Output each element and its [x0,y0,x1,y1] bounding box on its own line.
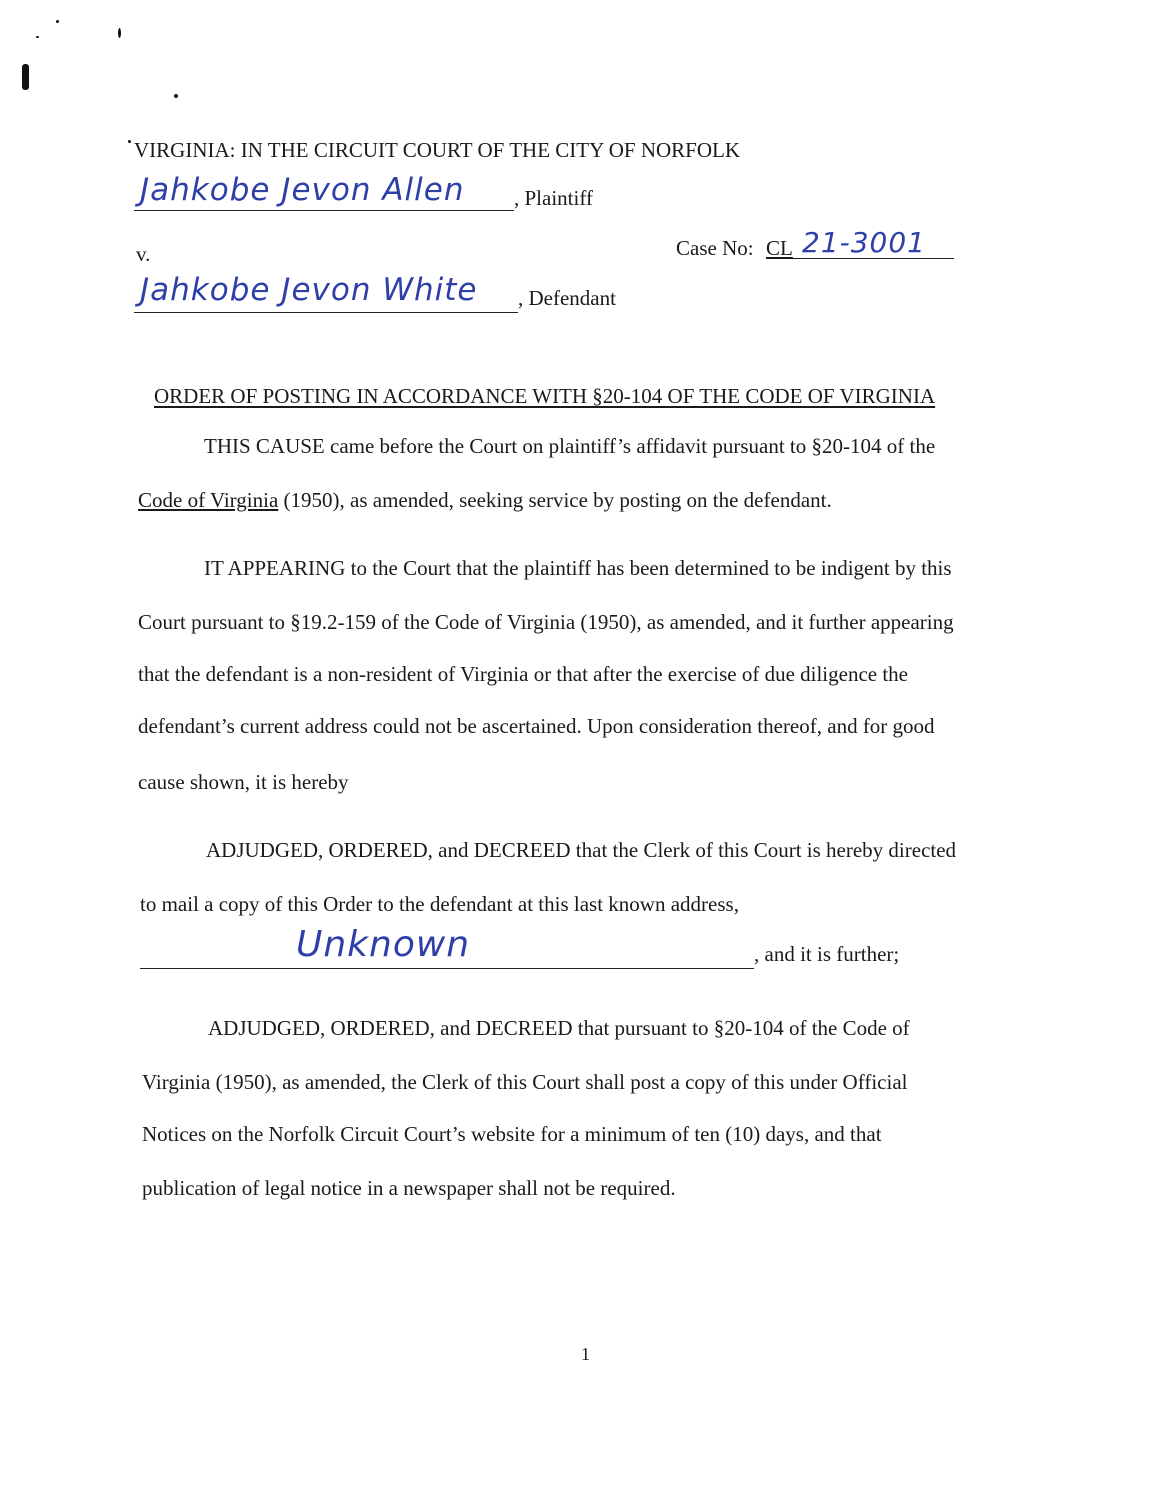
defendant-name: Jahkobe Jevon White [140,272,478,308]
scan-speck [22,64,29,90]
paragraph-2-line: cause shown, it is hereby [138,770,349,794]
case-number-label: Case No: [676,236,754,260]
plaintiff-label: , Plaintiff [514,186,593,210]
page-number: 1 [581,1344,590,1364]
plaintiff-name-line [134,172,514,211]
case-number: 21-3001 [802,226,926,259]
paragraph-1-line: THIS CAUSE came before the Court on plaintiff’s affidavit pursuant to §20-104 of the [204,434,936,458]
paragraph-1-text: (1950), as amended, seeking service by posting on the defendant. [278,488,832,512]
plaintiff-name: Jahkobe Jevon Allen [140,172,465,208]
address-line [140,926,754,969]
scan-speck [174,94,178,98]
scan-speck [36,36,39,38]
paragraph-2-line: IT APPEARING to the Court that the plaintiff has been determined to be indigent by this [204,556,952,580]
paragraph-2-line: Court pursuant to §19.2-159 of the Code of Virginia (1950), as amended, and it further appearing [138,610,954,634]
paragraph-2-line: that the defendant is a non-resident of Virginia or that after the exercise of due diligence the [138,662,909,686]
paragraph-4-line: publication of legal notice in a newspaper shall not be required. [142,1176,676,1200]
case-prefix: CL [766,236,793,260]
address-value: Unknown [296,924,471,965]
paragraph-3-line: ADJUDGED, ORDERED, and DECREED that the Clerk of this Court is hereby directed [206,838,957,862]
paragraph-3-line: to mail a copy of this Order to the defendant at this last known address, [140,892,739,916]
paragraph-1-line [138,488,832,513]
order-title: ORDER OF POSTING IN ACCORDANCE WITH §20-104 OF THE CODE OF VIRGINIA [154,384,936,408]
versus: v. [136,242,151,266]
case-number-line [766,228,954,259]
scan-speck [118,28,121,38]
court-heading: VIRGINIA: IN THE CIRCUIT COURT OF THE CITY OF NORFOLK [134,138,741,162]
paragraph-4-line: ADJUDGED, ORDERED, and DECREED that pursuant to §20-104 of the Code of [208,1016,910,1040]
paragraph-2-line: defendant’s current address could not be ascertained. Upon consideration thereof, and for good [138,714,935,738]
defendant-label: , Defendant [518,286,616,310]
paragraph-4-line: Virginia (1950), as amended, the Clerk of this Court shall post a copy of this under Official [142,1070,908,1094]
code-reference: Code of Virginia [138,488,279,512]
scan-speck [128,140,131,143]
paragraph-3-line: , and it is further; [754,942,900,966]
defendant-name-line [134,270,518,313]
scan-speck [56,20,59,23]
paragraph-4-line: Notices on the Norfolk Circuit Court’s website for a minimum of ten (10) days, and that [142,1122,882,1146]
